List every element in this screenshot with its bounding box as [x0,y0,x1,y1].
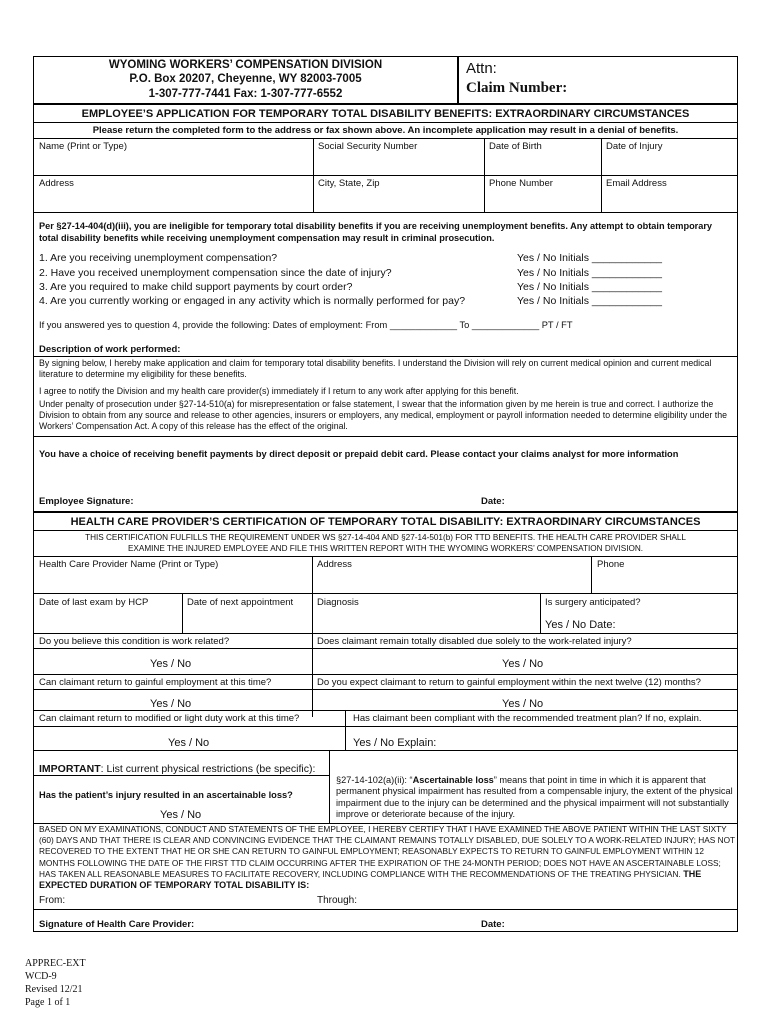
diagnosis-field[interactable] [315,610,537,630]
compliant-question: Has claimant been compliant with the recommended treatment plan? If no, explain. [353,713,702,724]
phone-field-label: Phone Number [489,178,553,189]
modified-duty-answer[interactable]: Yes / No [168,737,210,749]
signing-text-1: By signing below, I hereby make application and claim for temporary total disability benefits. I understand the Division will rely on current medical opinion and current medical literature to determine my eligibility for these benefits. [39,358,712,379]
payment-choice-notice: You have a choice of receiving benefit payments by direct deposit or prepaid debit card. Please contact your claims analyst for more information [39,449,679,459]
diagnosis-label: Diagnosis [317,597,359,608]
work-description-label: Description of work performed: [39,344,181,355]
hcp-signature-label: Signature of Health Care Provider: [39,919,195,930]
attn-label: Attn: [466,60,497,77]
next-appointment-field[interactable] [185,610,309,630]
hcp-signature-field[interactable] [210,913,470,929]
agency-phone-fax: 1-307-777-7441 Fax: 1-307-777-6552 [148,88,343,100]
hcp-date-label: Date: [481,919,505,930]
important-text: : List current physical restrictions (be specific): [100,763,316,775]
question-1: 1. Are you receiving unemployment compensation? [39,252,278,264]
employee-form-title: EMPLOYEE’S APPLICATION FOR TEMPORARY TOTAL DISABILITY BENEFITS: EXTRAORDINARY CIRCUMSTANCES [81,108,690,120]
totally-disabled-answer[interactable]: Yes / No [502,658,544,670]
name-field[interactable] [36,154,310,173]
important-bold: IMPORTANT [39,763,101,775]
last-exam-label: Date of last exam by HCP [39,597,149,608]
form-number: WCD-9 [25,971,57,982]
hcp-phone-label: Phone [597,559,625,570]
signing-text-3: Under penalty of prosecution under §27-14-510(a) for misrepresentation or false statement, I swear that the information given by me herein is true and correct. I authorize the Division to obtain from any source and release to other agencies, insurers or employers, any medical, employment or payroll information needed to determine eligibility under the Workers’ Compensation Act. A copy of this release has the effect of the original. [39,399,727,431]
hcp-subtitle-2: EXAMINE THE INJURED EMPLOYEE AND FILE THIS WRITTEN REPORT WITH THE WYOMING WORKERS’ COMPENSATION DIVISION. [127,544,644,553]
signing-text-2: I agree to notify the Division and my health care provider(s) immediately if I return to any work after applying for this benefit. [39,386,519,396]
doi-field-label: Date of Injury [606,141,663,152]
through-label: Through: [317,895,358,906]
gainful-12-months-question: Do you expect claimant to return to gainful employment within the next twelve (12) months? [317,677,701,688]
address-field-label: Address [39,178,74,189]
gainful-now-answer[interactable]: Yes / No [150,698,192,710]
question-4-answer[interactable]: Yes / No Initials ____________ [517,295,662,307]
email-field[interactable] [604,191,735,210]
doi-field[interactable] [604,154,735,173]
hcp-subtitle-1: THIS CERTIFICATION FULFILLS THE REQUIREMENT UNDER WS §27-14-404 AND §27-14-501(b) FOR TTD BENEFITS. THE HEALTH CARE PROVIDER SHALL [85,533,686,542]
address-field[interactable] [36,191,310,210]
question-4: 4. Are you currently working or engaged in any activity which is normally performed for pay? [39,295,466,307]
email-field-label: Email Address [606,178,667,189]
question-2-answer[interactable]: Yes / No Initials ____________ [517,267,662,279]
claim-number-input[interactable] [575,80,735,100]
compliant-answer[interactable]: Yes / No Explain: [353,737,437,749]
form-code: APPREC-EXT [25,958,86,969]
gainful-now-question: Can claimant return to gainful employment at this time? [39,677,272,688]
agency-name: WYOMING WORKERS’ COMPENSATION DIVISION [108,59,383,71]
surgery-label: Is surgery anticipated? [545,597,641,608]
statute-term: Ascertainable loss [412,775,494,785]
dob-field-label: Date of Birth [489,141,542,152]
hcp-name-field[interactable] [36,572,309,591]
form-instruction: Please return the completed form to the address or fax shown above. An incomplete application may result in a denial of benefits. [92,125,679,136]
work-related-answer[interactable]: Yes / No [150,658,192,670]
gainful-12-months-answer[interactable]: Yes / No [502,698,544,710]
from-field[interactable] [70,893,310,907]
from-label: From: [39,895,66,906]
statute-ref: §27-14-102(a)(ii): “ [336,775,413,785]
page-number: Page 1 of 1 [25,997,71,1008]
hcp-phone-field[interactable] [594,572,735,591]
ascertainable-loss-answer[interactable]: Yes / No [160,809,202,821]
question-3-answer[interactable]: Yes / No Initials ____________ [517,281,662,293]
hcp-certification-text [39,824,735,891]
city-field-label: City, State, Zip [318,178,380,189]
unemployment-warning: Per §27-14-404(d)(iii), you are ineligible for temporary total disability benefits if you are receiving unemployment benefits. Any attempt to obtain temporary total disability benefits while receiving unemployment compensation may result in criminal prosecution. [39,221,713,243]
expected-duration-label: THE EXPECTED DURATION OF TEMPORARY TOTAL DISABILITY IS: [39,868,702,891]
important-restrictions [39,763,315,775]
employment-dates[interactable]: If you answered yes to question 4, provide the following: Dates of employment: From _____________ To _____________ PT / FT [39,320,573,330]
question-3: 3. Are you required to make child support payments by court order? [39,281,353,293]
totally-disabled-question: Does claimant remain totally disabled due solely to the work-related injury? [317,636,632,647]
hcp-address-field[interactable] [315,572,588,591]
employee-date-label: Date: [481,496,505,507]
ascertainable-loss-question: Has the patient’s injury resulted in an ascertainable loss? [39,790,293,800]
hcp-name-label: Health Care Provider Name (Print or Type) [39,559,219,570]
through-field[interactable] [365,893,733,907]
city-field[interactable] [316,191,481,210]
hcp-date-field[interactable] [510,913,735,929]
surgery-answer[interactable]: Yes / No Date: [545,619,616,631]
work-related-question: Do you believe this condition is work related? [39,636,230,647]
claim-number-label: Claim Number: [466,80,568,96]
employee-date-field[interactable] [510,494,735,509]
ssn-field[interactable] [316,154,481,173]
next-appointment-label: Date of next appointment [187,597,294,608]
statute-definition: ” means that point in time in which it is apparent that permanent physical impairment has resulted from a compensable injury, the extent of the physical impairment due to the injury can be determined and the physical impairment will not substantially improve or deteriorate because of the injury. [336,775,733,819]
hcp-title: HEALTH CARE PROVIDER’S CERTIFICATION OF TEMPORARY TOTAL DISABILITY: EXTRAORDINARY CIRCUMSTANCES [70,516,701,528]
name-field-label: Name (Print or Type) [39,141,127,152]
employee-signature-field[interactable] [140,494,470,509]
question-1-answer[interactable]: Yes / No Initials ____________ [517,252,662,264]
question-2: 2. Have you received unemployment compensation since the date of injury? [39,267,392,279]
phone-field[interactable] [487,191,598,210]
hcp-address-label: Address [317,559,352,570]
agency-address: P.O. Box 20207, Cheyenne, WY 82003-7005 [129,73,362,85]
revision-date: Revised 12/21 [25,984,83,995]
ascertainable-loss-definition [336,775,734,820]
certification-body: BASED ON MY EXAMINATIONS, CONDUCT AND STATEMENTS OF THE EMPLOYEE, I HEREBY CERTIFY THAT I HAVE EXAMINED THE ABOVE PATIENT WITHIN THE LAST SIXTY (60) DAYS AND THAT THERE IS CLEAR AND CONVINCING EVIDENCE THAT THE CLAIMANT REMAINS TOTALLY DISABLED, DUE SOLELY TO A WORK-RELATED INJURY; HAS NOT RECOVERED TO THE EXTENT THAT HE OR SHE CAN RETURN TO GAINFUL EMPLOYMENT; REASONABLY EXPECTS TO RETURN TO GAINFUL EMPLOYMENT WITHIN 12 MONTHS FOLLOWING THE DATE OF THE FIRST TTD CLAIM OCCURRING AFTER THE EXPIRATION OF THE 24-MONTH PERIOD; DOES NOT HAVE AN ASCERTAINABLE LOSS; HAS TAKEN ALL REASONABLE MEASURES TO FACILITATE RECOVERY, INCLUDING COMPLIANCE WITH THE RECOMMENDATIONS OF THE TREATING PHYSICIAN. [39,824,735,879]
ssn-field-label: Social Security Number [318,141,418,152]
dob-field[interactable] [487,154,598,173]
last-exam-field[interactable] [36,610,179,630]
employee-signature-label: Employee Signature: [39,496,134,507]
modified-duty-question: Can claimant return to modified or light duty work at this time? [39,713,300,724]
